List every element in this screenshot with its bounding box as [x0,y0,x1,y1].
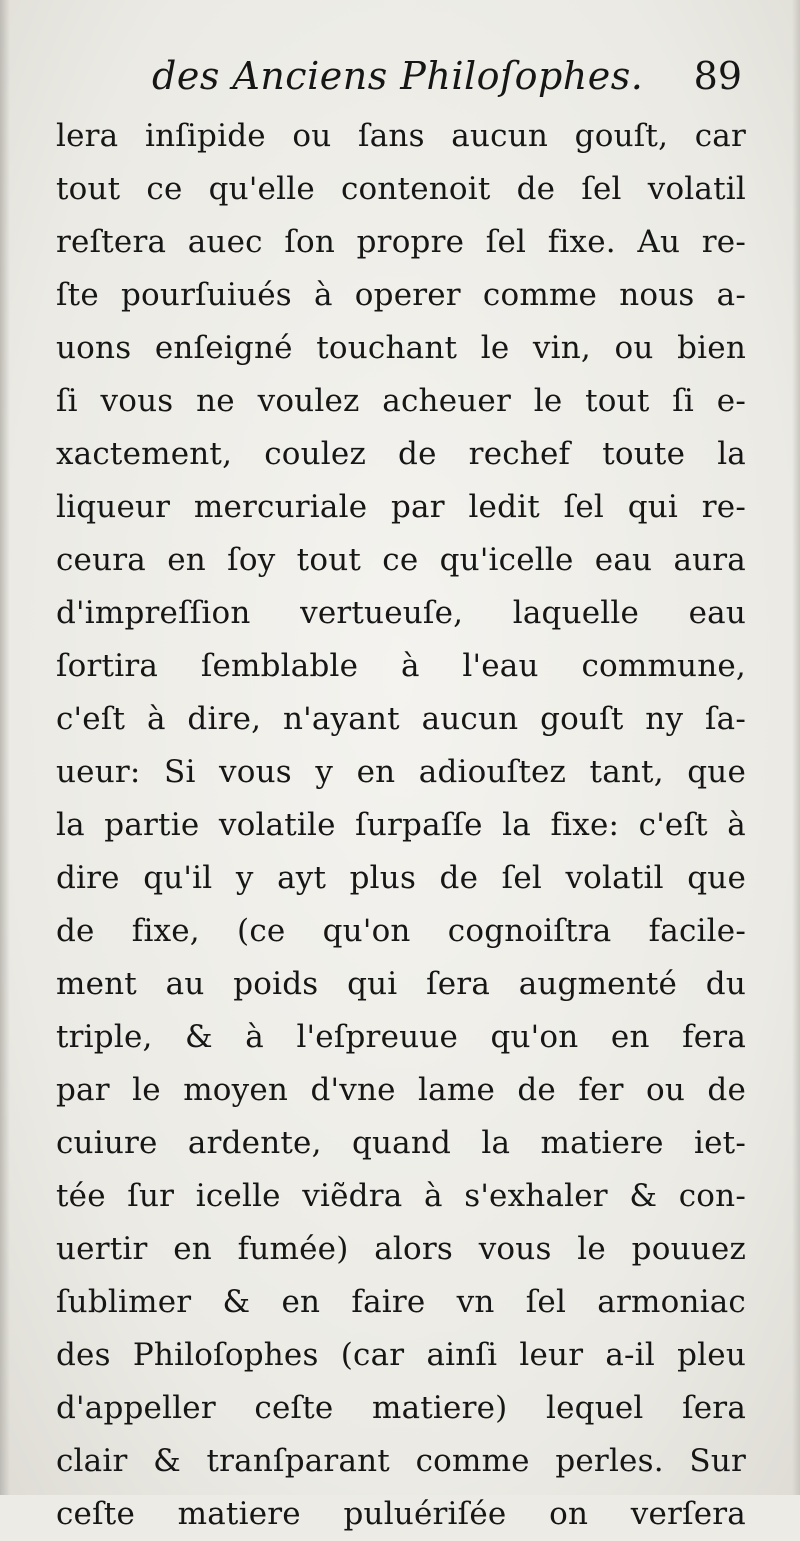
body-text [56,110,746,1541]
page-number: 89 [693,54,742,98]
text-line: reſtera auec ſon propre ſel fixe. Au re- [56,224,746,260]
text-line: ſte pourſuiués à operer comme nous a- [56,277,746,313]
text-line: clair & tranſparant comme perles. Sur [56,1443,746,1479]
text-line: ſi vous ne voulez acheuer le tout ſi e- [56,383,746,419]
text-line: des Philoſophes (car ainſi leur a-il pleu [56,1337,746,1373]
text-line: liqueur mercuriale par ledit ſel qui re- [56,489,746,525]
text-line: par le moyen d'vne lame de fer ou de [56,1072,746,1108]
running-header [60,48,750,104]
text-line: tée ſur icelle viẽdra à s'exhaler & con- [56,1178,746,1214]
text-line: ceura en ſoy tout ce qu'icelle eau aura [56,542,746,578]
text-line: cuiure ardente, quand la matiere iet- [56,1125,746,1161]
text-line: triple, & à l'eſpreuue qu'on en fera [56,1019,746,1055]
page-edge-shadow-right [792,0,800,1495]
running-title: des Anciens Philoſophes. [152,54,644,98]
text-line: ueur: Si vous y en adiouſtez tant, que [56,754,746,790]
text-line: ceſte matiere puluériſée on verſera [56,1496,746,1532]
text-line: la partie volatile ſurpaſſe la fixe: c'eſt à [56,807,746,843]
text-line: xactement, coulez de rechef toute la [56,436,746,472]
text-line: de fixe, (ce qu'on cognoiſtra facile- [56,913,746,949]
text-line: lera inſipide ou ſans aucun gouſt, car [56,118,746,154]
page-edge-shadow-left [0,0,10,1495]
text-line: ſublimer & en faire vn ſel armoniac [56,1284,746,1320]
text-line: tout ce qu'elle contenoit de ſel volatil [56,171,746,207]
text-line: uons enſeigné touchant le vin, ou bien [56,330,746,366]
text-line: d'impreſſion vertueuſe, laquelle eau [56,595,746,631]
text-line: d'appeller ceſte matiere) lequel ſera [56,1390,746,1426]
text-line: dire qu'il y ayt plus de ſel volatil que [56,860,746,896]
text-line: ſortira ſemblable à l'eau commune, [56,648,746,684]
text-line: uertir en fumée) alors vous le pouuez [56,1231,746,1267]
text-line: c'eſt à dire, n'ayant aucun gouſt ny ſa- [56,701,746,737]
text-line: ment au poids qui ſera augmenté du [56,966,746,1002]
